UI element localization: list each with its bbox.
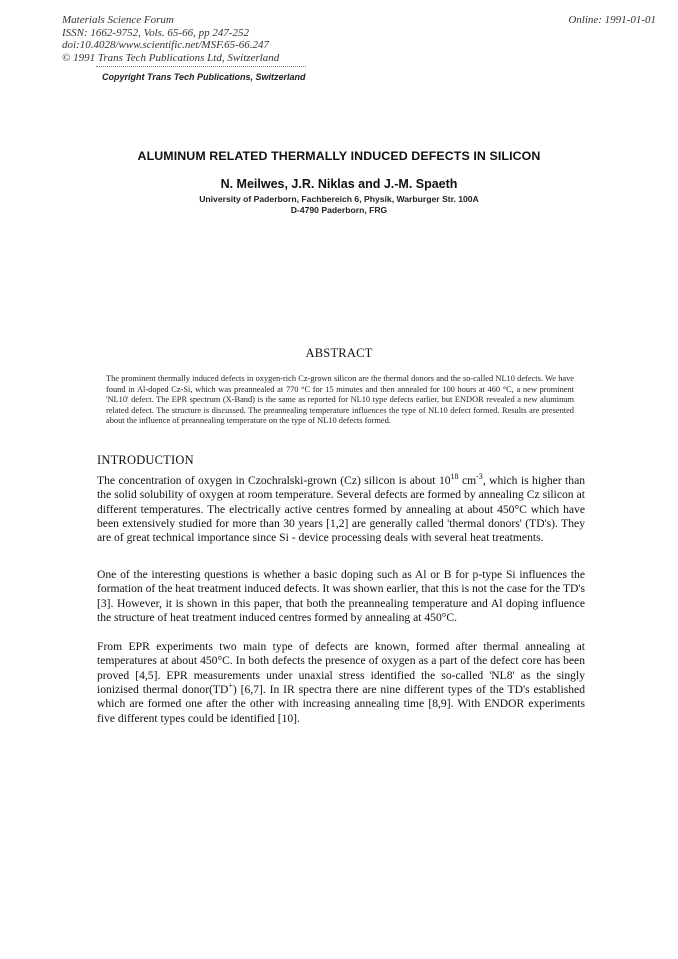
doi-line[interactable]: doi:10.4028/www.scientific.net/MSF.65-66.247 bbox=[62, 39, 270, 51]
p1-text-a: The concentration of oxygen in Czochralski-grown (Cz) silicon is about 10 bbox=[97, 474, 451, 487]
journal-name: Materials Science Forum bbox=[62, 14, 174, 26]
paper-title: ALUMINUM RELATED THERMALLY INDUCED DEFECTS IN SILICON bbox=[137, 149, 541, 163]
introduction-heading: INTRODUCTION bbox=[97, 453, 194, 467]
abstract-heading: ABSTRACT bbox=[305, 346, 373, 360]
intro-paragraph-1 bbox=[97, 474, 585, 546]
affiliation-line-1: University of Paderborn, Fachbereich 6, Physik, Warburger Str. 100A bbox=[199, 194, 479, 204]
rights-line: © 1991 Trans Tech Publications Ltd, Switzerland bbox=[62, 51, 280, 64]
online-date: Online: 1991-01-01 bbox=[568, 14, 656, 26]
p1-text-c: , which is higher than the solid solubility of oxygen at room temperature. Several defects are formed by annealing Cz silicon at different temperatures. The electrically active centres formed by annealing at about 450°C which have been extensively studied for more than 30 years [1,2] are generally called 'thermal donors' (TD's). They are of great technical importance since Si - device processing deals with several heat treatments. bbox=[97, 474, 586, 545]
author-list: N. Meilwes, J.R. Niklas and J.-M. Spaeth bbox=[220, 177, 458, 191]
intro-paragraph-3 bbox=[97, 640, 585, 726]
intro-paragraph-2: One of the interesting questions is whether a basic doping such as Al or B for p-type Si influences the formation of the heat treatment induced defects. It was shown earlier, that this is not the case for the TD's [3]. However, it is shown in this paper, that both the preannealing temperature and Al doping influence the structure of heat treatment induced centres formed by annealing at 450°C. bbox=[97, 568, 585, 625]
issn-line: ISSN: 1662-9752, Vols. 65-66, pp 247-252 bbox=[62, 26, 249, 39]
p1-exponent-minus3: -3 bbox=[476, 472, 483, 482]
p3-text-a: From EPR experiments two main type of defects are known, formed after thermal annealing at temperatures at about 450°C. In both defects the presence of oxygen as a part of the defect core has been proved [4,5]. EPR measurements under unaxial stress identified the so-called 'NL8' as the singly ionizised thermal donor(TD bbox=[97, 640, 585, 697]
scan-artifact-line bbox=[96, 66, 306, 67]
affiliation-line-2: D-4790 Paderborn, FRG bbox=[290, 205, 388, 215]
abstract-text: The prominent thermally induced defects in oxygen-rich Cz-grown silicon are the thermal donors and the so-called NL10 defects. We have found in Al-doped Cz-Si, which was preannealed at 770 °C for 15 minutes and then annealed for 100 hours at 460 °C, a new prominent 'NL10' defect. The EPR spectrum (X-Band) is the same as reported for NL10 type defects earlier, but ENDOR revealed a new aluminum related defect. The structure is discussed. The preannealing temperature influences the type of NL10 defect formed. Results are presented about the influence of preannealing temperature on the type of NL10 defects formed. bbox=[106, 374, 574, 426]
p1-text-b: cm bbox=[458, 474, 477, 487]
citation-block bbox=[62, 14, 279, 64]
p3-superscript-plus: + bbox=[228, 681, 233, 691]
p1-exponent-18: 18 bbox=[450, 472, 459, 482]
p3-text-b: ) [6,7]. In IR spectra there are nine different types of the TD's established which are formed one after the other with increasing annealing time [8,9]. With ENDOR experiments five different types could be identified [10]. bbox=[97, 683, 585, 725]
copyright-line: Copyright Trans Tech Publications, Switzerland bbox=[102, 72, 306, 82]
